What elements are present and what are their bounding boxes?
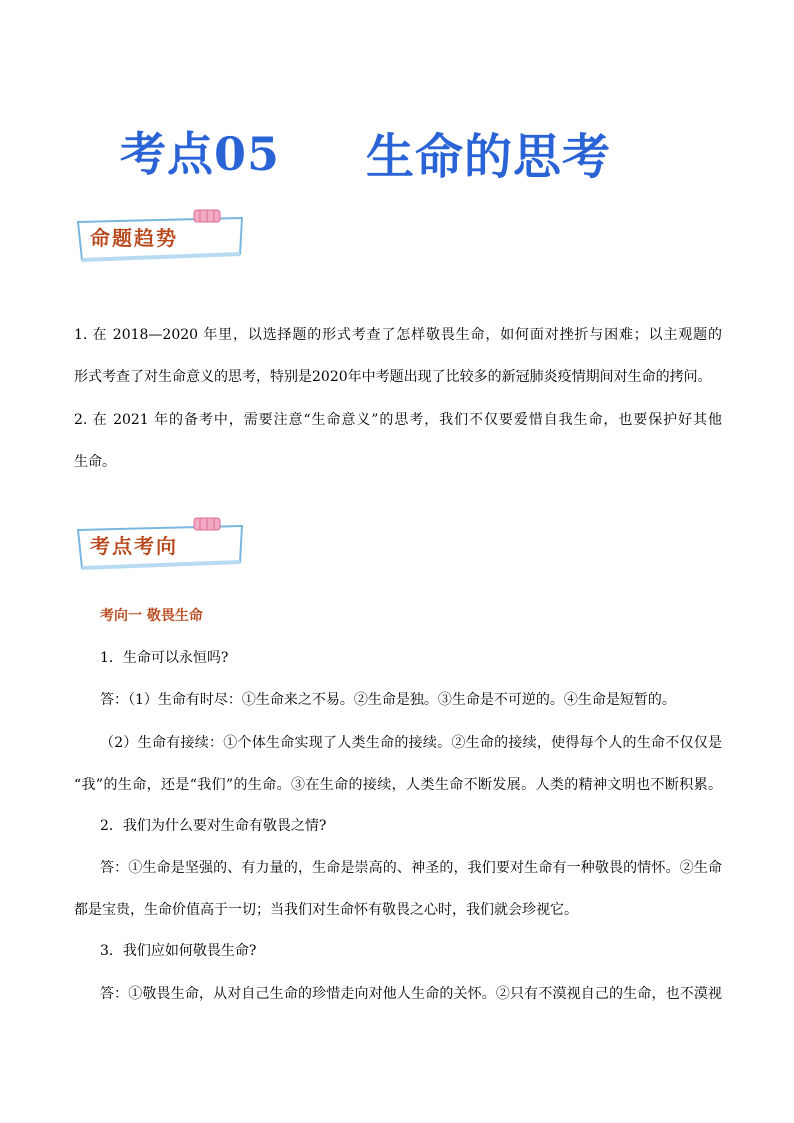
answer-1-line-2: （2）生命有接续：①个体生命实现了人类生命的接续。②生命的接续，使得每个人的生命不仅仅是: [100, 735, 722, 751]
subheading-revere-life: 考向一 敬畏生命: [100, 608, 203, 624]
section-banner-trend: [72, 208, 252, 268]
title-topic-number: 考点05: [120, 127, 281, 181]
trend-paragraph-2-line-1: 2. 在 2021 年的备考中，需要注意“生命意义”的思考，我们不仅要爱惜自我生命，也要保护好其他: [74, 412, 722, 428]
answer-1-line-1: 答：（1）生命有时尽：①生命来之不易。②生命是独。③生命是不可逆的。④生命是短暂的。: [100, 692, 676, 708]
question-3: 3．我们应如何敬畏生命?: [100, 943, 257, 959]
banner-label: 命题趋势: [90, 226, 178, 250]
trend-paragraph-1-line-2: 形式考查了对生命意义的思考，特别是2020年中考题出现了比较多的新冠肺炎疫情期间对生命的拷问。: [74, 369, 712, 385]
answer-2-line-1: 答：①生命是坚强的、有力量的，生命是崇高的、神圣的，我们要对生命有一种敬畏的情怀。②生命: [100, 860, 722, 876]
answer-2-line-2: 都是宝贵，生命价值高于一切；当我们对生命怀有敬畏之心时，我们就会珍视它。: [74, 902, 578, 918]
banner-label: 考点考向: [90, 534, 178, 558]
section-banner-direction: [72, 516, 252, 576]
answer-3-line-1: 答：①敬畏生命，从对自己生命的珍惜走向对他人生命的关怀。②只有不漠视自己的生命，也不漠视: [100, 986, 722, 1002]
page-title: [0, 118, 794, 185]
question-2: 2．我们为什么要对生命有敬畏之情?: [100, 818, 327, 834]
question-1: 1．生命可以永恒吗?: [100, 650, 229, 666]
trend-paragraph-1-line-1: 1. 在 2018—2020 年里，以选择题的形式考查了怎样敬畏生命，如何面对挫折与困难；以主观题的: [74, 327, 722, 343]
title-topic-name: 生命的思考: [366, 129, 612, 185]
answer-1-line-3: “我”的生命，还是“我们”的生命。③在生命的接续，人类生命不断发展。人类的精神文明也不断积累。: [74, 777, 722, 793]
trend-paragraph-2-line-2: 生命。: [74, 454, 116, 470]
